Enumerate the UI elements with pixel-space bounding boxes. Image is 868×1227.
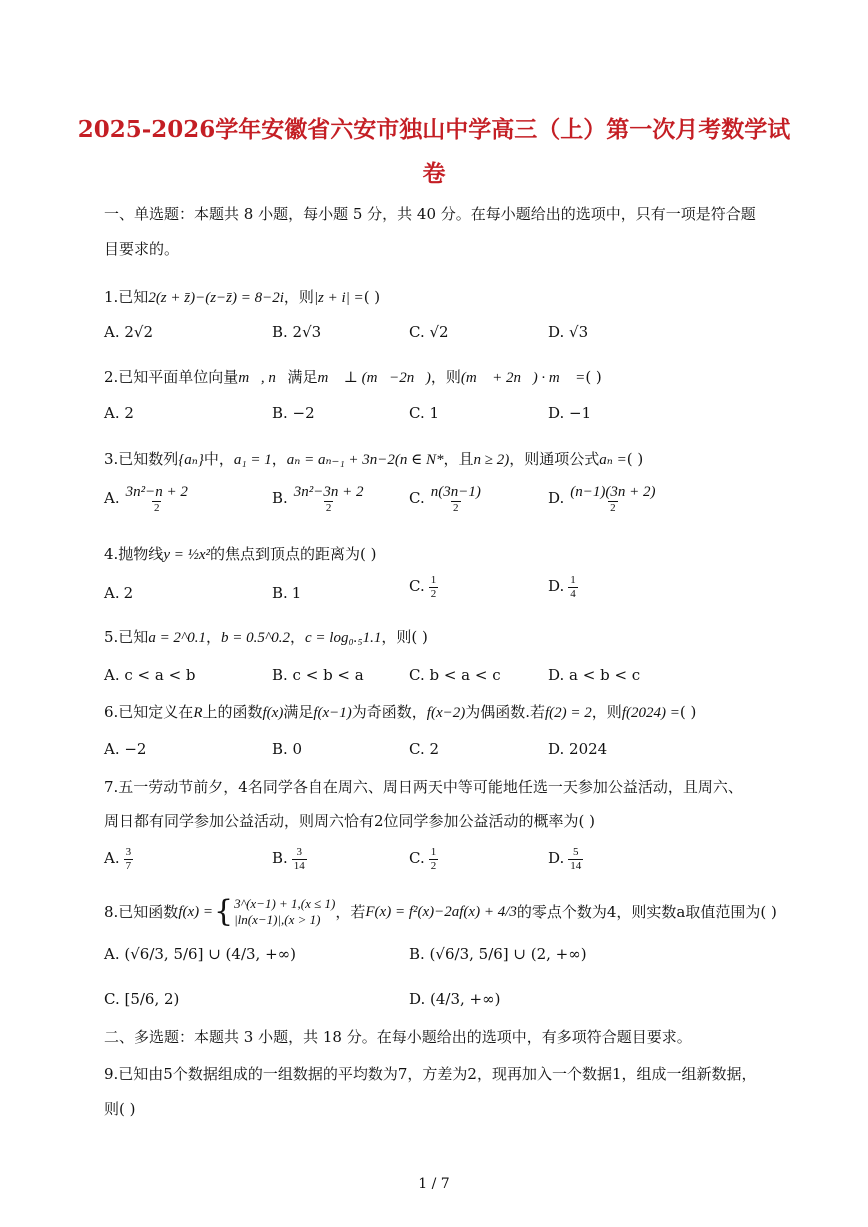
q7-option-b [272,846,307,872]
q7-option-c [409,846,438,872]
q3-option-d [548,484,658,515]
q6-stem-pre: 6.已知定义在 [104,703,194,721]
q1-formula2: |z + i| = [313,290,364,306]
q4-option-c [409,574,438,600]
q4-option-c-den: 2 [430,587,437,600]
q1-stem-post: ( ) [363,288,381,306]
q3-option-b-num: 3n²−3n + 2 [293,484,364,500]
q1-formula: 2(z + z̄)−(z−z̄) = 8−2i [148,290,284,306]
q2-option-b: B. −2 [272,404,315,422]
q1-option-c: C. √2 [409,323,449,341]
q7-option-a-num: 3 [125,846,132,858]
q3-stem-mid: 中， [203,450,234,468]
q3-formula3: aₙ = aₙ₋₁ + 3n−2(n ∈ N* [286,452,444,468]
q5-option-a: A. c < a < b [104,666,196,684]
q3-formula2: a₁ = 1 [233,452,272,468]
q6-option-c: C. 2 [409,740,440,758]
q3-stem-post: ( ) [626,450,644,468]
q3-option-d-label: D. [548,489,565,508]
question-7-stem-line2: 周日都有同学参加公益活动，则周六恰有2位同学参加公益活动的概率为( ) [104,812,596,830]
question-3-stem [104,450,643,470]
q2-option-c: C. 1 [409,404,440,422]
q3-option-d-num: (n−1)(3n + 2) [570,484,656,500]
q7-option-d-label: D. [548,849,565,868]
q2-option-d: D. −1 [548,404,592,422]
q6-stem-mid4: 为偶函数.若 [465,703,546,721]
q8-piecewise [234,896,335,929]
q8-stem-pre: 8.已知函数 [104,902,179,921]
q3-option-b-label: B. [272,489,288,508]
q2-formula3: (m⃗ + 2n⃗) · m⃗ = [460,370,586,386]
q6-stem-mid: 上的函数 [202,703,263,721]
q6-formula6: f(2024) = [621,705,680,721]
q7-option-d-den: 14 [570,859,582,872]
q8-stem-mid2: 的零点个数为4，则实数a取值范围为( ) [516,902,777,921]
q4-option-d [548,574,578,600]
q2-formula2: m⃗ ⊥ (m⃗−2n⃗) [317,370,431,386]
q6-stem-mid5: ，则 [591,703,622,721]
q7-option-a [104,846,133,872]
q6-formula2: f(x) [262,705,284,721]
q8-case2: |ln(x−1)|,(x > 1) [234,912,321,928]
q6-option-d: D. 2024 [548,740,608,758]
question-7-stem-line1: 7.五一劳动节前夕，4名同学各自在周六、周日两天中等可能地任选一天参加公益活动，且周六、 [104,778,743,796]
q3-formula4: n ≥ 2) [473,452,510,468]
section1-heading-line1: 一、单选题：本题共 8 小题，每小题 5 分，共 40 分。在每小题给出的选项中，只有一项是符合题 [104,205,756,223]
q4-option-c-num: 1 [430,574,437,586]
q3-option-b [272,484,366,515]
q8-option-c: C. [5/6, 2) [104,990,180,1008]
q3-option-a [104,484,190,515]
q5-option-d: D. a < b < c [548,666,641,684]
q8-formula2: F(x) = f²(x)−2af(x) + 4/3 [365,903,517,920]
q6-option-a: A. −2 [104,740,147,758]
question-2-stem [104,368,602,388]
q5-option-b: B. c < b < a [272,666,364,684]
q1-option-d: D. √3 [548,323,589,341]
q5-stem-pre: 5.已知 [104,628,149,646]
q6-stem-mid2: 满足 [283,703,314,721]
q4-option-a-text: 2 [123,584,134,602]
q3-option-c [409,484,483,515]
q1-option-a: A. 2√2 [104,323,154,341]
q7-option-d [548,846,583,872]
q3-stem-pre: 3.已知数列 [104,450,179,468]
q8-option-a: A. (√6/3, 5/6] ∪ (4/3, +∞) [104,945,296,963]
q3-stem-mid4: ，则通项公式 [509,450,600,468]
question-4-stem [104,545,376,565]
q3-stem-sep: ， [271,450,287,468]
q3-option-c-label: C. [409,489,425,508]
question-8-stem [104,896,777,929]
q7-option-b-num: 3 [296,846,303,858]
question-9-stem-line2: 则( ) [104,1100,136,1118]
page-number: 1 / 7 [418,1176,450,1192]
q5-stem-sep: ， [206,628,222,646]
q6-formula5: f(2) = 2 [545,705,592,721]
q5-option-c: C. b < a < c [409,666,501,684]
q4-formula: y = ½x² [163,547,210,563]
q3-formula5: aₙ = [599,452,627,468]
q8-case1: 3^(x−1) + 1,(x ≤ 1) [234,896,336,911]
question-9-stem-line1: 9.已知由5个数据组成的一组数据的平均数为7，方差为2，现再加入一个数据1，组成一组新数据， [104,1065,757,1083]
q2-option-a: A. 2 [104,404,134,422]
q3-option-c-den: 2 [453,502,459,515]
section2-heading: 二、多选题：本题共 3 小题，共 18 分。在每小题给出的选项中，有多项符合题目要求。 [104,1028,692,1046]
question-1-stem [104,288,380,308]
q7-option-a-den: 7 [125,859,132,872]
q4-option-a [104,584,133,602]
q1-option-b: B. 2√3 [272,323,322,341]
q3-option-a-den: 2 [153,502,160,515]
document-title-line1: 2025-2026学年安徽省六安市独山中学高三（上）第一次月考数学试 [77,116,791,143]
q6-stem-mid3: 为奇函数， [351,703,427,721]
q4-option-d-den: 4 [570,587,576,600]
q2-stem-mid: 满足 [287,368,318,386]
q4-option-b [272,584,301,602]
q4-stem-pre: 4.抛物线 [104,545,164,563]
q3-option-a-label: A. [104,489,120,508]
q7-option-c-den: 2 [430,859,437,872]
q4-stem-post: 的焦点到顶点的距离为( ) [210,545,377,563]
q8-stem-mid: ，若 [335,902,366,921]
q1-stem-pre: 1.已知 [104,288,149,306]
section1-heading-line2: 目要求的。 [104,240,180,258]
question-5-stem [104,628,428,648]
q7-option-a-label: A. [104,849,120,868]
document-title-line2: 卷 [422,160,446,187]
q6-option-b: B. 0 [272,740,303,758]
q4-option-a-label: A. [104,584,120,602]
q5-formula3: c = log₀.₅1.1 [305,630,382,646]
q3-formula: {aₙ} [178,452,204,468]
q4-option-d-num: 1 [570,574,576,586]
question-6-stem [104,703,696,723]
q4-option-d-label: D. [548,577,565,596]
q3-option-a-num: 3n²−n + 2 [125,484,188,500]
q3-option-d-den: 2 [610,502,616,515]
q4-option-b-text: 1 [291,584,302,602]
q5-stem-sep2: ， [289,628,305,646]
q5-formula2: b = 0.5^0.2 [221,630,290,646]
q6-formula: R [193,705,203,721]
q5-stem-post: ，则( ) [381,628,428,646]
q3-option-b-den: 2 [325,502,332,515]
q8-formula-head: f(x) = [178,903,213,920]
q7-option-c-num: 1 [430,846,437,858]
q5-formula: a = 2^0.1 [148,630,207,646]
q7-option-d-num: 5 [573,846,579,858]
q7-option-c-label: C. [409,849,425,868]
q8-option-b: B. (√6/3, 5/6] ∪ (2, +∞) [409,945,587,963]
q4-option-b-label: B. [272,584,288,602]
q7-option-b-den: 14 [293,859,305,872]
q2-stem-post: ( ) [585,368,602,386]
q8-option-d: D. (4/3, +∞) [409,990,501,1008]
q1-stem-mid: ，则 [283,288,314,306]
q6-stem-post: ( ) [679,703,697,721]
q6-formula3: f(x−1) [313,705,352,721]
q2-stem-mid2: ，则 [430,368,461,386]
q7-option-b-label: B. [272,849,288,868]
q3-option-c-num: n(3n−1) [430,484,481,500]
q6-formula4: f(x−2) [426,705,466,721]
q3-stem-mid3: ，且 [443,450,474,468]
q2-formula: m⃗, n⃗ [238,370,288,386]
q2-stem-pre: 2.已知平面单位向量 [104,368,239,386]
q4-option-c-label: C. [409,577,425,596]
q8-brace: { [214,894,234,930]
